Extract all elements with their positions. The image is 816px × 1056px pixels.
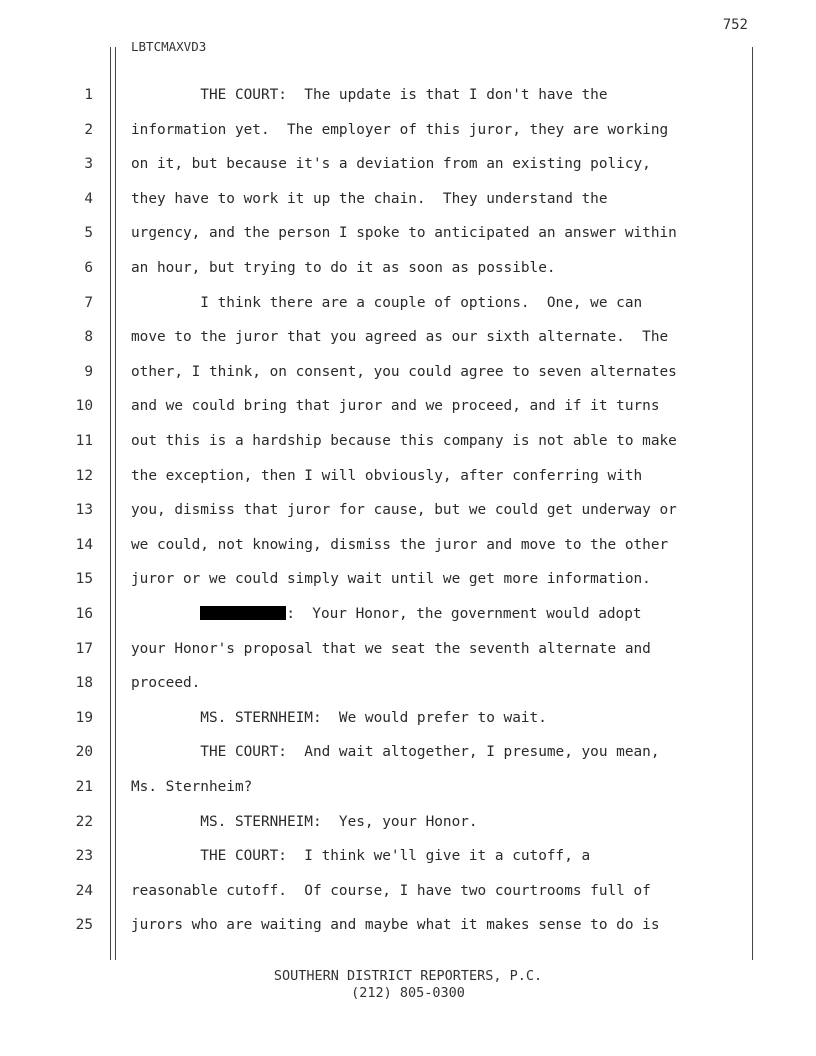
transcript-line: proceed. (131, 675, 201, 692)
line-number: 3 (84, 156, 93, 173)
transcript-line: juror or we could simply wait until we get more information. (131, 571, 651, 588)
transcript-line: reasonable cutoff. Of course, I have two courtrooms full of (131, 882, 651, 899)
footer (0, 968, 816, 1002)
transcript-line: the exception, then I will obviously, after conferring with (131, 467, 643, 484)
line-number: 5 (84, 225, 93, 242)
transcript-line: THE COURT: And wait altogether, I presume, you mean, (131, 744, 660, 761)
transcript-line: move to the juror that you agreed as our sixth alternate. The (131, 329, 669, 346)
line-number: 23 (75, 848, 93, 865)
transcript-line: I think there are a couple of options. One, we can (131, 294, 643, 311)
document-code: LBTCMAXVD3 (131, 39, 207, 54)
line-number: 12 (75, 467, 93, 484)
transcript-line: your Honor's proposal that we seat the seventh alternate and (131, 640, 651, 657)
page-number: 752 (722, 17, 748, 33)
redaction-bar (200, 606, 286, 620)
line-number: 25 (75, 917, 93, 934)
line-number: 15 (75, 571, 93, 588)
line-number: 18 (75, 675, 93, 692)
line-number: 8 (84, 329, 93, 346)
transcript-line: an hour, but trying to do it as soon as possible. (131, 260, 556, 276)
line-number: 19 (75, 709, 93, 726)
line-number: 24 (75, 882, 93, 899)
line-number: 13 (75, 502, 93, 519)
line-number: 9 (84, 363, 93, 380)
left-margin-rule (110, 47, 111, 960)
transcript-line: THE COURT: The update is that I don't have the (131, 87, 608, 103)
transcript-line: out this is a hardship because this company is not able to make (131, 433, 677, 449)
transcript-line: MS. STERNHEIM: Yes, your Honor. (131, 813, 478, 830)
transcript-line: jurors who are waiting and maybe what it makes sense to do is (131, 917, 660, 934)
transcript-line: you, dismiss that juror for cause, but we could get underway or (131, 502, 677, 519)
line-number: 6 (84, 260, 93, 276)
transcript-line: they have to work it up the chain. They understand the (131, 190, 608, 207)
line-indent (131, 606, 200, 622)
transcript-line: Ms. Sternheim? (131, 779, 253, 795)
footer-reporter-name: SOUTHERN DISTRICT REPORTERS, P.C. (273, 968, 543, 984)
transcript-line: other, I think, on consent, you could agree to seven alternates (131, 363, 677, 380)
transcript-line: THE COURT: I think we'll give it a cutoff, a (131, 848, 591, 865)
line-number: 22 (75, 813, 93, 830)
transcript-line-text: : Your Honor, the government would adopt (286, 606, 642, 622)
left-margin-rule-inner (115, 47, 116, 960)
transcript-line: and we could bring that juror and we proceed, and if it turns (131, 398, 660, 415)
footer-phone: (212) 805-0300 (351, 985, 465, 1001)
line-number: 1 (84, 87, 93, 103)
transcript-line: we could, not knowing, dismiss the juror and move to the other (131, 536, 669, 553)
line-number: 14 (75, 536, 93, 553)
line-number: 11 (75, 433, 93, 449)
line-number: 20 (75, 744, 93, 761)
transcript-line: urgency, and the person I spoke to anticipated an answer within (131, 225, 677, 242)
line-number: 10 (75, 398, 93, 415)
line-number: 21 (75, 779, 93, 795)
line-number: 17 (75, 640, 93, 657)
transcript-line: information yet. The employer of this juror, they are working (131, 121, 669, 138)
right-margin-rule (752, 47, 753, 960)
line-number: 4 (84, 190, 93, 207)
line-number: 16 (75, 606, 93, 622)
line-number: 7 (84, 294, 93, 311)
transcript-line: on it, but because it's a deviation from an existing policy, (131, 156, 651, 173)
transcript-line (131, 604, 642, 624)
line-number: 2 (84, 121, 93, 138)
transcript-line: MS. STERNHEIM: We would prefer to wait. (131, 709, 547, 726)
